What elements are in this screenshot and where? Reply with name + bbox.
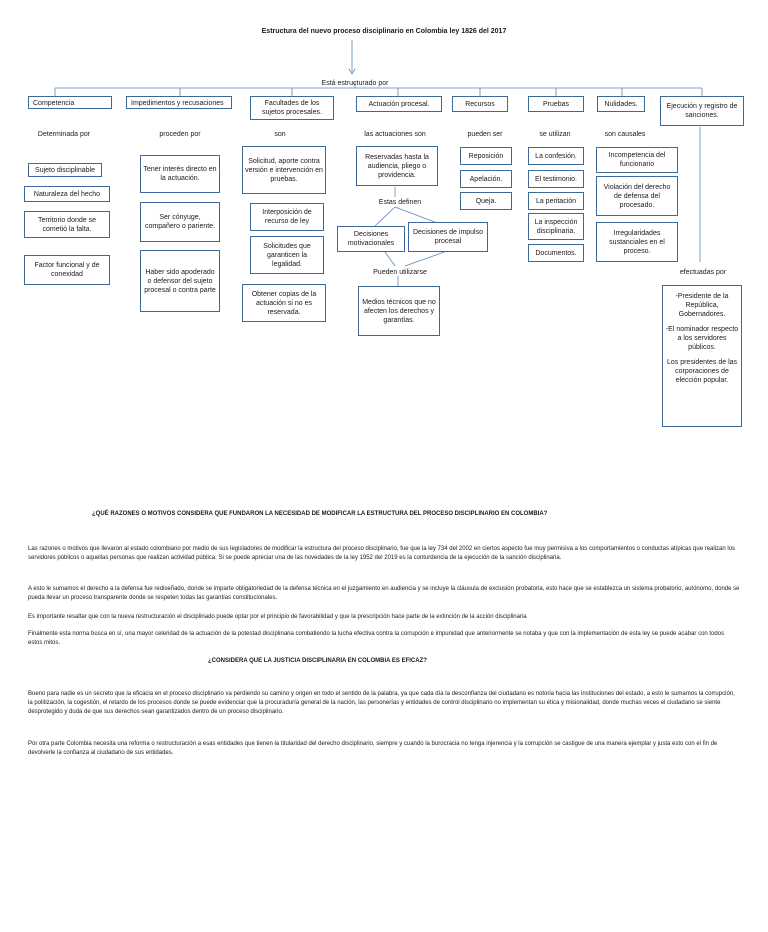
ejecucion-item: -Presidente de la República, Gobernadores. bbox=[675, 293, 729, 318]
facultades-item: Obtener copias de la actuación si no es reservada. bbox=[242, 284, 326, 322]
section1-paragraph: Finalmente esta norma busca en sí, una mayor celeridad de la actuación de la potestad disciplinaria combatiendo la lucha efectiva contra la corrupción e impunidad que anteriormente se notaba y que con la implementación de esta ley se puede acabar con todos estos mitos. bbox=[28, 631, 725, 646]
impedimentos-item: Haber sido apoderado o defensor del sujeto procesal o contra parte bbox=[140, 250, 220, 312]
competencia-item: Sujeto disciplinable bbox=[28, 163, 102, 177]
recursos-header: Recursos bbox=[452, 96, 508, 112]
nulidades-item: Irregularidades sustanciales en el proceso. bbox=[596, 222, 678, 262]
recursos-item: Apelación. bbox=[460, 170, 512, 188]
nulidades-item: Violación del derecho de defensa del procesado. bbox=[596, 176, 678, 216]
decision-box: Decisiones de impulso procesal bbox=[408, 222, 488, 252]
ejecucion-list bbox=[662, 285, 742, 427]
impedimentos-header: Impedimentos y recusaciones bbox=[126, 96, 232, 109]
actuacion-utilizar-label: Pueden utilizarse bbox=[373, 269, 427, 276]
section1-paragraph: Es importante resaltar que con la nueva restructuración el disciplinado puede optar por el principio de favorabilidad y que la prescripción hace parte de la extinción de la acción disciplinaria bbox=[28, 614, 527, 620]
pruebas-item: La inspección disciplinaria. bbox=[528, 213, 584, 240]
pruebas-item: Documentos. bbox=[528, 244, 584, 262]
impedimentos-connector: proceden por bbox=[159, 131, 201, 138]
ejecucion-connector: efectuadas por bbox=[679, 269, 727, 276]
diagram-title: Estructura del nuevo proceso disciplinario en Colombia ley 1826 del 2017 bbox=[261, 28, 507, 35]
root-label: Está estructurado por bbox=[321, 80, 389, 87]
ejecucion-header: Ejecución y registro de sanciones. bbox=[660, 96, 744, 126]
section1-paragraph: A esto le sumamos el derecho a la defensa fue rediseñado, donde se imparte obligatoriedad de la defensa técnica en el juzgamiento en audiencia y se incluye la cláusula de exclusión probatoria, esto hace que se establezca un sistema probatorio, autónomo, donde se pueda llevar un proceso transparente donde se respeten todas las garantías constitucionales. bbox=[28, 586, 740, 601]
section2-paragraph: Bueno para nadie es un secreto que la eficacia en el proceso disciplinario va perdiendo su camino y origen en todo el sentido de la palabra, ya que cada día la desconfianza del ciudadano es notoria hacia las instituciones del estado, a esto le sumamos la corrupción, la politización, la cogestión, el retardo de los procesos donde se puede evidenciar que la procuraduría general de la nación, las personerías y entidades de control disciplinario no implementan su ética y misionalidad, donde muchas veces el ciudadano se siente desprotegido y duda de que sus derechos sean garantizados dentro de un proceso disciplinario. bbox=[28, 691, 735, 715]
actuacion-header: Actuación procesal. bbox=[356, 96, 442, 112]
decision-box: Decisiones motivacionales bbox=[337, 226, 405, 252]
medios-box: Medios técnicos que no afecten los derechos y garantías. bbox=[358, 286, 440, 336]
pruebas-header: Pruebas bbox=[528, 96, 584, 112]
impedimentos-item: Tener interés directo en la actuación. bbox=[140, 155, 220, 193]
actuacion-item: Reservadas hasta la audiencia, pliego o providencia. bbox=[356, 146, 438, 186]
nulidades-item: Incompetencia del funcionario bbox=[596, 147, 678, 173]
competencia-item: Territorio donde se cometió la falta. bbox=[24, 211, 110, 238]
ejecucion-item: -El nominador respecto a los servidores públicos. bbox=[665, 326, 739, 351]
section2-question: ¿CONSIDERA QUE LA JUSTICIA DISCIPLINARIA EN COLOMBIA ES EFICAZ? bbox=[208, 658, 427, 664]
ejecucion-item: Los presidentes de las corporaciones de elección popular. bbox=[666, 359, 738, 384]
pruebas-connector: se utilizan bbox=[539, 131, 571, 138]
pruebas-item: El testimonio. bbox=[528, 170, 584, 188]
section2-paragraph: Por otra parte Colombia necesita una reforma o restructuración a esas entidades que tienen la titularidad del derecho disciplinario, siempre y cuando la burocracia no tenga injerencia y la corrupción se castigue de una manera ejemplar y justa esto con el fin de devolverle la confianza al ciudadano de sus entidades. bbox=[28, 741, 718, 756]
competencia-item: Factor funcional y de conexidad bbox=[24, 255, 110, 285]
actuacion-connector: las actuaciones son bbox=[364, 131, 426, 138]
facultades-item: Solicitudes que garanticen la legalidad. bbox=[250, 236, 324, 274]
facultades-item: Interposición de recurso de ley bbox=[250, 203, 324, 231]
competencia-item: Naturaleza del hecho bbox=[24, 186, 110, 202]
section1-question: ¿QUÉ RAZONES O MOTIVOS CONSIDERA QUE FUNDARON LA NECESIDAD DE MODIFICAR LA ESTRUCTURA DEL PROCESO DISCIPLINARIO EN COLOMBIA? bbox=[92, 511, 548, 517]
facultades-connector: son bbox=[274, 131, 286, 138]
facultades-item: Solicitud, aporte contra versión e intervención en pruebas. bbox=[242, 146, 326, 194]
recursos-item: Reposición bbox=[460, 147, 512, 165]
pruebas-item: La peritación bbox=[528, 192, 584, 210]
pruebas-item: La confesión. bbox=[528, 147, 584, 165]
nulidades-connector: son causales bbox=[604, 131, 646, 138]
facultades-header: Facultades de los sujetos procesales. bbox=[250, 96, 334, 120]
impedimentos-item: Ser cónyuge, compañero o pariente. bbox=[140, 202, 220, 242]
competencia-connector: Determinada por bbox=[37, 131, 91, 138]
recursos-connector: pueden ser bbox=[467, 131, 503, 138]
recursos-item: Queja. bbox=[460, 192, 512, 210]
nulidades-header: Nulidades. bbox=[597, 96, 645, 112]
actuacion-define-label: Estas definen bbox=[378, 199, 422, 206]
competencia-header: Competencia bbox=[28, 96, 112, 109]
section1-paragraph: Las razones o motivos que llevaron al estado colombiano por medio de sus legisladores de modificar la estructura del proceso disciplinario, fue que la ley 734 del 2002 en ciertos aspecto fue muy permisiva a los comportamientos o conductas atípicas que realizan los servidores públicos o aquellas personas que realizan actividad pública. Si se puede apreciar una de las novedades de la ley 1952 del 2019 es la conturdencia de la ejecución de la sanción disciplinaria. bbox=[28, 546, 736, 561]
